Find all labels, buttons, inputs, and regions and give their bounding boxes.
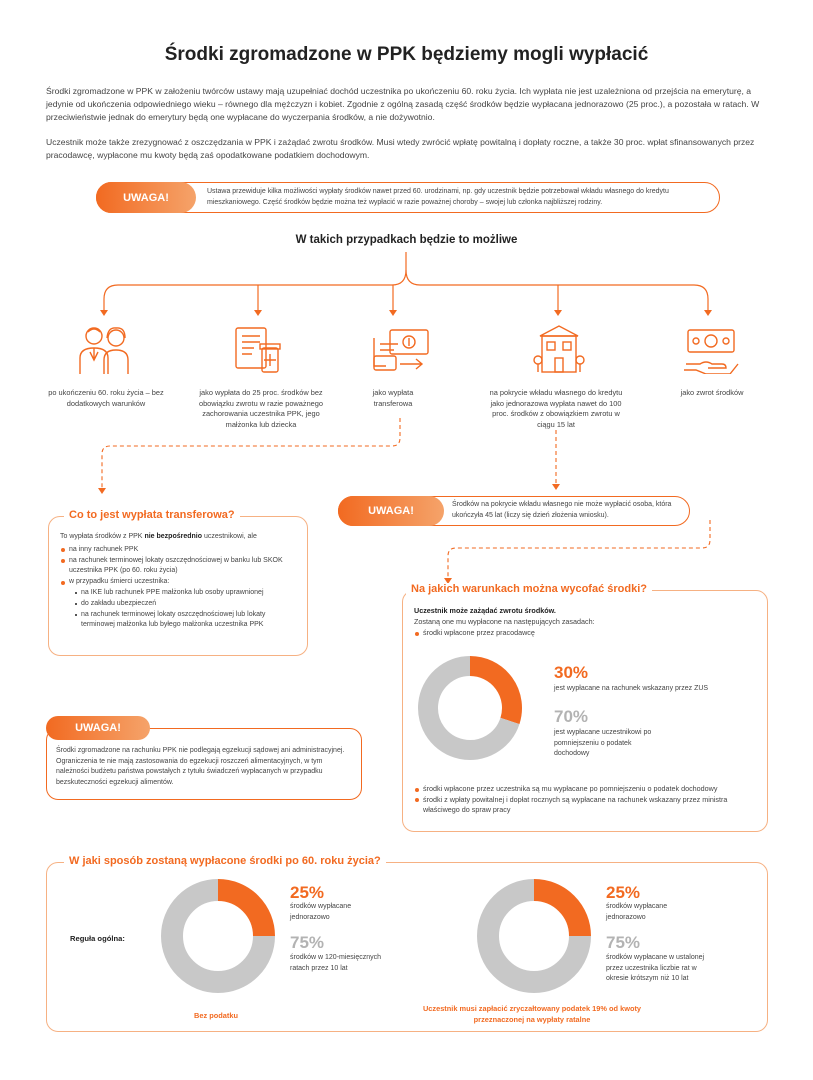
withdraw-title: Na jakich warunkach można wycofać środki? [406,583,652,595]
withdraw-first-list [414,628,714,639]
donut-slice-30% [470,666,512,721]
payout-right-pct-2: 75% [606,933,641,952]
case-label-4: na pokrycie wkładu własnego do kredytu jako jednorazowa wypłata nawet do 100 proc. środków z obowiązkiem zwrotu w ciągu 15 lat [489,388,623,429]
case-label-1: po ukończeniu 60. roku życia – bez dodatkowych warunków [48,388,164,408]
warning-text-2: Środków na pokrycie wkładu własnego nie może wypłacić osoba, która ukończyła 45 lat (liczy się dzień złożenia wniosku). [452,501,672,519]
payout-card [46,862,768,1032]
cash-hand-icon [682,326,740,374]
intro-paragraph-1: Środki zgromadzone w PPK w założeniu twórców ustawy mają uzupełniać dochód uczestnika po ukończeniu 60. roku życia. Ich wypłata nie jest uzależniona od przejścia na emeryturę, a jedynie od ukończenia odpowiedniego wieku – równego dla mężczyzn i kobiet. Zgodnie z ogólną zasadą część środków będzie wypłacana jednorazowo (25 proc.), a pozostała w ratach. W przeciwieństwie jednak do emerytury będą one wypłacane do wyczerpania środków, a nie dożywotnio. [46,86,760,122]
warning-badge-1: UWAGA! [96,182,196,213]
list-item: środki z wpłaty powitalnej i dopłat rocznych są wypłacane na rachunek wskazany przez ministra właściwego do spraw pracy [414,795,754,816]
warning-text-1: Ustawa przewiduje kilka możliwości wypłaty środków nawet przed 60. urodzinami, np. gdy uczestnik będzie potrzebował wkładu własnego do kredytu mieszkaniowego. Część środków będzie można też wypłacić w razie poważnej choroby – swojej lub członka najbliższej rodziny. [207,188,669,206]
payout-left-desc-2: środków w 120-miesięcznych ratach przez 10 lat [290,954,382,972]
case-label-2: jako wypłata do 25 proc. środków bez obowiązku zwrotu w razie poważnego zachorowania uczestnika PPK, jego małżonka lub dziecka [198,388,324,429]
list-item: środki wpłacone przez uczestnika są mu wypłacane po pomniejszeniu o podatek dochodowy [414,784,754,795]
list-item: na inny rachunek PPK [60,545,300,556]
case-label-3: jako wypłata transferowa [372,388,414,408]
payout-right-note: Uczestnik musi zapłacić zryczałtowany podatek 19% od kwoty przeznaczonej na wypłaty ratalne [422,1004,642,1024]
elderly-couple-icon [76,324,134,376]
list-item: na rachunek terminowej lokaty oszczędnościowej w banku lub SKOK uczestnika PPK (po 60. roku życia) [60,556,300,578]
withdraw-pct-1: 30% [554,663,589,682]
case-label-5: jako zwrot środków [680,388,744,397]
transfer-list [60,545,300,588]
warning-badge-3: UWAGA! [46,716,150,740]
page-title: Środki zgromadzone w PPK będziemy mogli wypłacić [164,44,649,65]
withdraw-sub: Zostaną one mu wypłacone na następujących zasadach: [414,617,595,626]
donut-slice-25% [218,890,264,936]
transfer-title: Co to jest wypłata transferowa? [64,509,240,521]
transfer-sublist [60,588,300,631]
withdraw-desc-1: jest wypłacane na rachunek wskazany przez ZUS [554,685,709,692]
transfer-intro: To wypłata środków z PPK nie bezpośrednio uczestnikowi, ale [60,533,257,540]
list-item: w przypadku śmierci uczestnika: [60,577,300,588]
payout-rule: Reguła ogólna: [70,934,125,943]
payout-right-pct-1: 25% [606,883,641,902]
payout-right-desc-2: środków wypłacane w ustalonej przez uczestnika liczbie rat w okresie krótszym niż 10 lat [606,954,705,982]
payout-donut-left [158,876,278,996]
house-icon [532,322,586,376]
payout-left-pct-2: 75% [290,933,325,952]
transfer-body [60,532,300,631]
withdraw-donut [414,652,526,764]
withdraw-list [414,784,754,816]
list-item: środki wpłacone przez pracodawcę [414,628,714,639]
payout-left-pct-1: 25% [290,883,325,902]
money-transfer-icon [370,326,432,374]
cases-heading: W takich przypadkach będzie to możliwe [295,234,518,246]
list-item: do zakładu ubezpieczeń [72,599,300,610]
warning-badge-2: UWAGA! [338,496,444,526]
list-item: na IKE lub rachunek PPE małżonka lub osoby uprawnionej [72,588,300,599]
medical-document-icon [232,322,284,376]
intro-paragraph-2: Uczestnik może także zrezygnować z oszczędzania w PPK i zażądać zwrotu środków. Musi wtedy zwrócić wpłatę powitalną i dopłaty roczne, a także 30 proc. wpłat sfinansowanych przez pracodawcę, wypłacone mu kwoty będą zaś opodatkowane podatkiem dochodowym. [46,137,755,160]
withdraw-desc-2: jest wypłacane uczestnikowi po pomniejszeniu o podatek dochodowy [554,729,652,757]
payout-left-note: Bez podatku [194,1011,238,1020]
withdraw-pct-2: 70% [554,707,589,726]
warning-text-3: Środki zgromadzone na rachunku PPK nie podlegają egzekucji sądowej ani administracyjnej. Ograniczenia te nie mają zastosowania do egzekucji roszczeń alimentacyjnych, w tym należności budżetu państwa powstałych z tytułu świadczeń wypłacanych w przypadku bezskuteczności egzekucji alimentów. [56,747,345,786]
list-item: na rachunek terminowej lokaty oszczędnościowej lub lokaty terminowej małżonka lub byłego małżonka uczestnika PPK [72,610,300,632]
payout-title: W jaki sposób zostaną wypłacone środki po 60. roku życia? [64,855,386,867]
payout-right-desc-1: środków wypłacane jednorazowo [606,903,668,921]
payout-left-desc-1: środków wypłacane jednorazowo [290,903,352,921]
donut-slice-25% [534,890,580,936]
payout-donut-right [474,876,594,996]
withdraw-lead: Uczestnik może zażądać zwrotu środków. [414,606,556,615]
